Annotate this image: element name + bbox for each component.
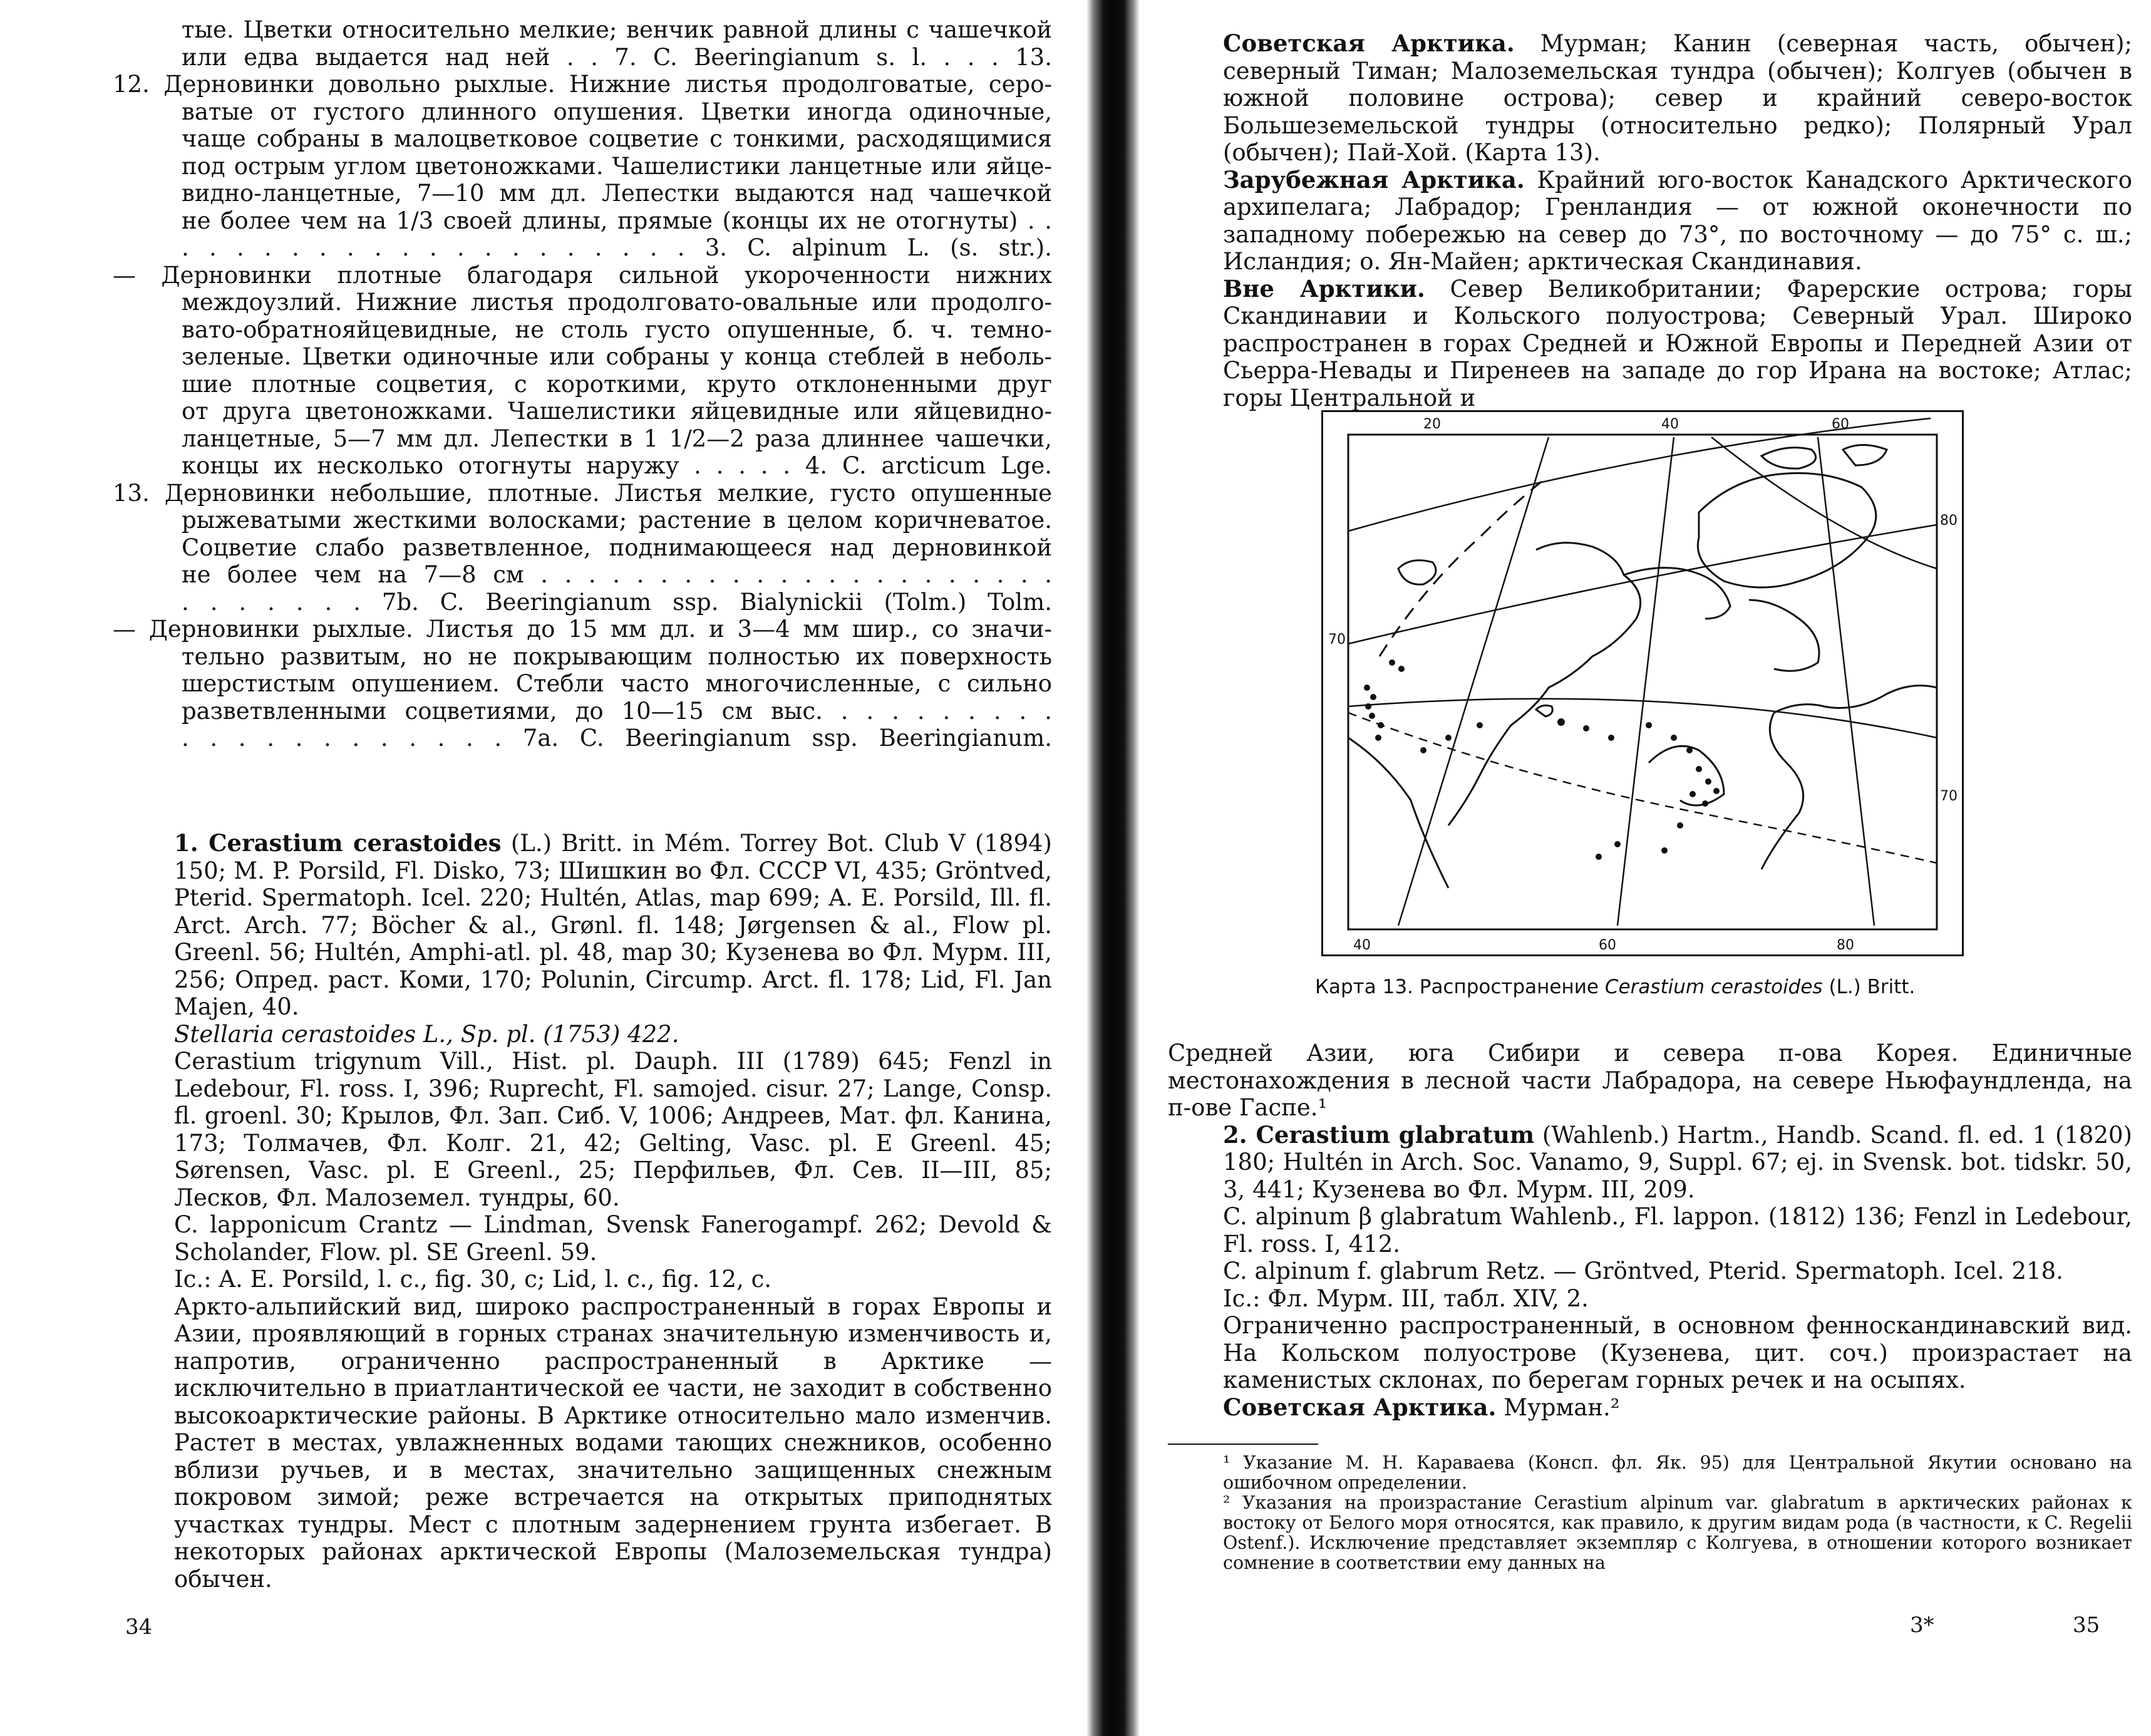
key-line: под острым углом цветоножками. Чашелистики ланцетные или яйце- [182,152,1052,180]
key-line: междоузлий. Нижние листья продолговато-овальные или продолго- [182,289,1052,316]
occurrence-dot [1713,788,1720,794]
map-label-right-80: 80 [1940,513,1958,529]
species-2-header [1168,1122,2132,1204]
key-line: тельно развитым, но не покрывающим полностью их поверхность [182,643,1052,670]
species-1-name: 1. Cerastium cerastoides [174,829,502,857]
meridian-line [1398,437,1549,926]
key-line: концы их несколько отогнуты наружу . . . . . 4. C. arcticum Lge. [182,452,1052,479]
occurrence-points [1364,659,1720,860]
species-2-block [1168,1040,2132,1421]
section-text: Крайний юго-восток Канадского Арктического архипелага; Лабрадор; Гренландия — от южной оконечности по западному побережью на север до 73°, по восточному — до 75° с. ш.; Исландия; о. Ян-Майен; арктическая Скандинавия. [1223,166,2132,275]
map-inner-frame [1348,435,1937,929]
key-line: ватые от густого длинного опушения. Цветки иногда одиночные, [182,98,1052,125]
map-label-left-70: 70 [1328,632,1346,648]
key-line: шие плотные соцветия, с короткими, круто отклоненными друг [182,370,1052,398]
occurrence-dot [1557,718,1565,726]
species-1-icones: Ic.: A. E. Porsild, l. c., fig. 30, c; Lid, l. c., fig. 12, c. [174,1266,772,1293]
occurrence-dot [1705,778,1711,785]
occurrence-dot [1608,735,1614,741]
meridian-line [1818,437,1874,926]
occurrence-dot [1702,800,1708,807]
occurrence-dot [1677,822,1683,829]
occurrence-dot [1696,766,1702,772]
section-text: Мурман; Канин (северная часть, обычен); северный Тиман; Малоземельская тундра (обычен); Колгуев (обычен в южной половине острова); север и крайний северо-восток Большеземельской тундры (относительно редко); Полярный Урал (обычен); Пай-Хой. (Карта 13). [1223,30,2133,166]
map-label-right-70: 70 [1940,788,1958,804]
species-2-description: Ограниченно распространенный, в основном фенноскандинавский вид. На Кольском полуострове (Кузенева, цит. соч.) произрастает на каменистых склонах, по берегам горных речек и на осыпях. [1223,1312,2132,1393]
footnote-rule [1168,1444,1318,1445]
map-drawing [1323,412,1962,954]
map-label-bottom-80: 80 [1837,938,1854,953]
coastline [1398,561,1436,585]
key-line: Соцветие слабо разветвленное, поднимающееся над дерновинкой [182,534,1052,561]
occurrence-dot [1389,659,1395,666]
right-page [1146,0,2151,1736]
coastline [1749,600,1819,671]
occurrence-dot [1365,703,1371,710]
section-label: Вне Арктики. [1223,274,1425,302]
map-caption-prefix: Карта 13. Распространение [1315,976,1599,998]
species-2-icones: Ic.: Фл. Мурм. III, табл. XIV, 2. [1223,1284,1589,1312]
book-spine [1086,0,1140,1736]
key-line: — Дерновинки плотные благодаря сильной укороченности нижних [113,261,1052,289]
map-label-top-40: 40 [1661,416,1679,432]
section-label: Советская Арктика. [1223,29,1515,57]
map-graticule [1348,418,1937,926]
distribution-outside-arctic [1168,276,2132,412]
map-label-bottom-60: 60 [1599,938,1616,953]
species-2-synonym: C. alpinum f. glabrum Retz. — Gröntved, Pterid. Spermatoph. Icel. 218. [1223,1258,2063,1284]
occurrence-dot [1661,847,1668,854]
map-coastlines [1348,445,1937,889]
key-line: или едва выдается над ней . . 7. C. Beeringianum s. l. . . . 13. [182,43,1052,71]
footnote-2: ² Указания на произрастание Cerastium alpinum var. glabratum в арктических районах к востоку от Белого моря относятся, как правило, к другим видам рода (в частности, к C. Regelii Ostenf.). Исключение представляет экземпляр с Колгуева, в отношении которого возникает сомнение в соответствии ему данных на [1223,1492,2132,1573]
key-line: не более чем на 7—8 см . . . . . . . . . . . . . . . . . . . . . . [182,561,1052,588]
signature-mark: 3* [1910,1613,1934,1638]
section-text: Мурман.² [1504,1393,1620,1421]
distribution-soviet-arctic [1168,30,2132,167]
key-block [113,16,1052,752]
section-label: Советская Арктика. [1223,1393,1497,1421]
occurrence-dot [1370,694,1376,700]
key-line: 13. Дерновинки небольшие, плотные. Листья мелкие, густо опушенные [113,479,1052,507]
meridian-line [1711,437,1937,569]
coastline [1649,746,1724,805]
species-2-synonym: C. alpinum β glabratum Wahlenb., Fl. lappon. (1812) 136; Fenzl in Ledebour, Fl. ross. I, 412. [1223,1203,2132,1258]
key-line: чаще собраны в малоцветковое соцветие с тонкими, расходящимися [182,125,1052,152]
map-caption [1315,976,1915,998]
page-number-left: 34 [125,1615,153,1640]
occurrence-dot [1398,666,1405,672]
coastline [1762,448,1816,469]
distribution-text [1168,30,2132,411]
section-text: Север Великобритании; Фарерские острова; горы Скандинавии и Кольского полуострова; Северный Урал. Широко распространен в горах Средней и Южной Европы и Передней Азии от Сьерра-Невады и Пиренеев на западе до гор Ирана на востоке; Атлас; горы Центральной и [1223,275,2133,411]
species-1-description: Аркто-альпийский вид, широко распространенный в горах Европы и Азии, проявляющий в горных странах значительную изменчивость и, напротив, ограниченно распространенный в Арктике — исключительно в приатлантической ее части, не заходит в собственно высокоарктические районы. В Арктике относительно мало изменчив. Растет в местах, увлажненных водами тающих снежников, особенно вблизи ручьев, и в местах, значительно защищенных снежным покровом зимой; реже встречается на открытых приподнятых участках тундры. Мест с плотным задернением грунта избегает. В некоторых районах арктической Европы (Малоземельская тундра) обычен. [174,1293,1052,1593]
map-caption-suffix: (L.) Britt. [1829,976,1916,998]
key-line: 12. Дерновинки довольно рыхлые. Нижние листья продолговатые, серо- [113,71,1052,98]
occurrence-dot [1369,713,1375,719]
key-line: разветвленными соцветиями, до 10—15 см выс. . . . . . . . . . [182,697,1052,725]
coastline [1843,445,1887,466]
map-label-top-60: 60 [1832,416,1849,432]
coastline [1536,705,1552,716]
key-line: шерстистым опушением. Стебли часто многочисленные, с сильно [182,670,1052,697]
key-line: зеленые. Цветки одиночные или собраны у конца стеблей в неболь- [182,343,1052,370]
species-1-entry [119,830,1052,1593]
species-1-synonym: Cerastium trigynum Vill., Hist. pl. Dauph. III (1789) 645; Fenzl in Ledebour, Fl. ross. I, 396; Ruprecht, Fl. samojed. cisur. 27; Lange, Consp. fl. groenl. 30; Крылов, Фл. Зап. Сиб. V, 1006; Андреев, Мат. фл. Канина, 173; Толмачев, Фл. Колг. 21, 42; Gelting, Vasc. pl. E Greenl. 45; Sørensen, Vasc. pl. E Greenl., 25; Перфильев, Фл. Сев. II—III, 85; Лесков, Фл. Малоземел. тундры, 60. [174,1048,1052,1211]
distribution-continuation: Средней Азии, юга Сибири и севера п-ова Корея. Единичные местонахождения в лесной части Лабрадора, на севере Ньюфаундленда, на п-ове Гаспе.¹ [1168,1040,2132,1121]
occurrence-dot [1686,747,1693,753]
page-number-right: 35 [2073,1613,2100,1638]
footnotes [1168,1453,2132,1573]
key-line: . . . . . . . 7b. C. Beeringianum ssp. Bialynickii (Tolm.) Tolm. [182,588,1052,616]
coastline [1762,713,1803,869]
occurrence-dot [1614,841,1621,847]
map-label-top-20: 20 [1423,416,1441,432]
occurrence-dot [1378,722,1384,728]
occurrence-dot [1420,747,1426,753]
distribution-foreign-arctic [1168,167,2132,276]
species-1-synonym: Stellaria cerastoides L., Sp. pl. (1753) 422. [174,1020,679,1048]
latitude-line [1348,525,1937,644]
key-line: — Дерновинки рыхлые. Листья до 15 мм дл. и 3—4 мм шир., со значи- [113,616,1052,643]
species-1-synonym: C. lapponicum Crantz — Lindman, Svensk Fanerogampf. 262; Devold & Scholander, Flow. pl. SE Greenl. 59. [174,1211,1052,1266]
key-line: тые. Цветки относительно мелкие; венчик равной длины с чашечкой [182,16,1052,43]
occurrence-dot [1364,685,1370,691]
footnote-1: ¹ Указание М. Н. Караваева (Консп. фл. Як. 95) для Центральной Якутии основано на ошибочном определении. [1223,1452,2132,1493]
species-2-refs: (Wahlenb.) Hartm., Handb. Scand. fl. ed. 1 (1820) 180; Hultén in Arch. Soc. Vanamo, 9, Suppl. 67; ej. in Svensk. bot. tidskr. 50, 3, 441; Кузенева во Фл. Мурм. III, 209. [1223,1121,2132,1203]
species-2-soviet-arctic [1168,1394,2132,1422]
key-line: ланцетные, 5—7 мм дл. Лепестки в 1 1/2—2 раза длиннее чашечки, [182,425,1052,452]
occurrence-dot [1596,854,1602,860]
key-line: от друга цветоножками. Чашелистики яйцевидные или яйцевидно- [182,398,1052,425]
species-2-name: 2. Cerastium glabratum [1223,1120,1535,1149]
key-line: не более чем на 1/3 своей длины, прямые (концы их не отогнуты) . . [182,207,1052,234]
occurrence-dot [1671,735,1677,741]
species-1-header [119,830,1052,1021]
occurrence-dot [1445,735,1452,741]
map-caption-species: Cerastium cerastoides [1604,976,1823,998]
occurrence-dot [1646,722,1652,728]
key-line: . . . . . . . . . . . . . . . . . . . 3. C. alpinum L. (s. str.). [182,234,1052,261]
key-line: видно-ланцетные, 7—10 мм дл. Лепестки выдаются над чашечкой [182,180,1052,207]
key-line: рыжеватыми жесткими волосками; растение в целом коричневатое. [182,507,1052,534]
map-label-bottom-40: 40 [1353,938,1371,953]
key-line: вато-обратнояйцевидные, не столь густо опушенные, б. ч. темно- [182,316,1052,343]
section-label: Зарубежная Арктика. [1223,165,1525,194]
range-boundary-line [1348,713,1937,863]
occurrence-dot [1375,735,1381,741]
occurrence-dot [1477,722,1483,728]
coastline [1774,686,1937,713]
distribution-map [1321,410,1964,956]
species-1-refs: (L.) Britt. in Mém. Torrey Bot. Club V (1894) 150; M. P. Porsild, Fl. Disko, 73; Шишкин во Фл. СССР VI, 435; Gröntved, Pterid. Spermatoph. Icel. 220; Hultén, Atlas, map 699; A. E. Porsild, Ill. fl. Arct. Arch. 77; Böcher & al., Grønl. fl. 148; Jørgensen & al., Flow pl. Greenl. 56; Hultén, Amphi-atl. pl. 48, map 30; Кузенева во Фл. Мурм. III, 256; Опред. раст. Коми, 170; Polunin, Circump. Arct. fl. 178; Lid, Fl. Jan Majen, 40. [174,830,1052,1020]
occurrence-dot [1583,725,1589,731]
key-line: . . . . . . . . . . . . 7a. C. Beeringianum ssp. Beeringianum. [182,725,1052,752]
occurrence-dot [1689,791,1696,797]
